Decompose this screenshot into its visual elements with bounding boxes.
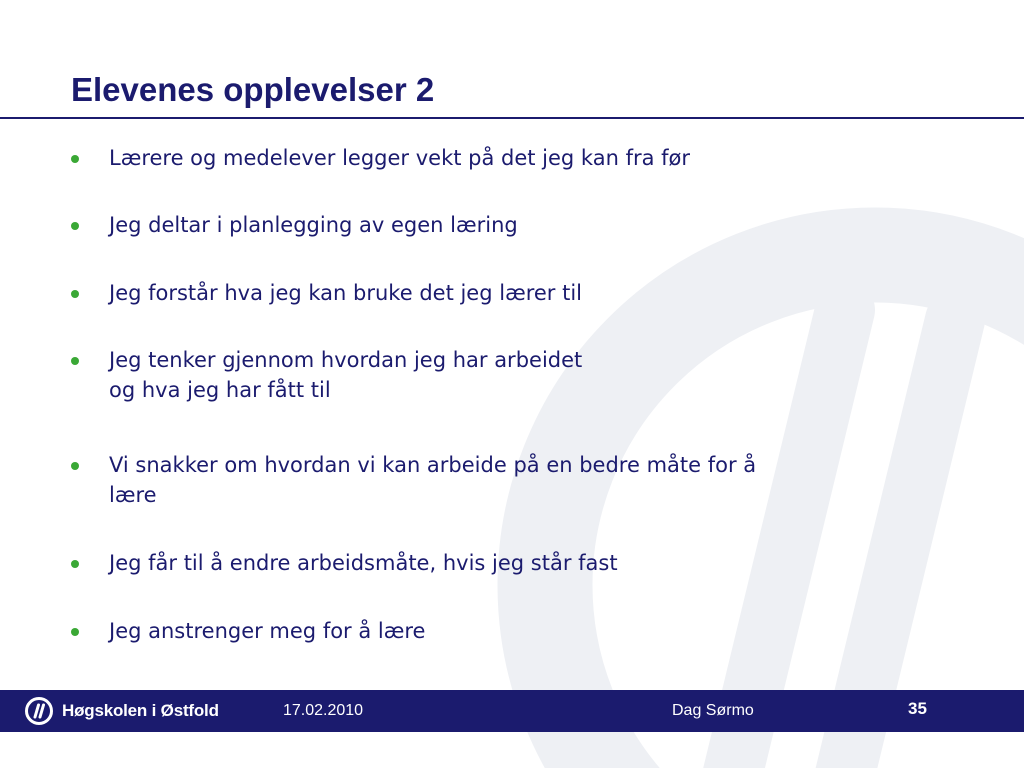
list-item bbox=[71, 548, 931, 578]
slide-title: Elevenes opplevelser 2 bbox=[71, 71, 435, 108]
list-item bbox=[71, 210, 931, 240]
hiof-logo-icon bbox=[24, 696, 54, 726]
bullet-icon bbox=[71, 357, 79, 365]
footer-author: Dag Sørmo bbox=[672, 702, 754, 719]
bullet-text: Lærere og medelever legger vekt på det jeg kan fra før bbox=[109, 146, 691, 170]
bullet-text: Jeg forstår hva jeg kan bruke det jeg lærer til bbox=[109, 281, 582, 305]
bullet-icon bbox=[71, 155, 79, 163]
bullet-icon bbox=[71, 222, 79, 230]
list-item bbox=[71, 278, 931, 308]
footer-bar bbox=[0, 690, 1024, 732]
bullet-icon bbox=[71, 462, 79, 470]
institution-logo bbox=[24, 696, 219, 726]
list-item bbox=[71, 616, 931, 646]
bullet-icon bbox=[71, 560, 79, 568]
bullet-text: Vi snakker om hvordan vi kan arbeide på en bedre måte for å lære bbox=[109, 453, 757, 507]
footer-date: 17.02.2010 bbox=[283, 702, 364, 719]
bullet-text: Jeg deltar i planlegging av egen læring bbox=[109, 213, 518, 237]
bullet-icon bbox=[71, 290, 79, 298]
list-item bbox=[71, 450, 931, 510]
bullet-text: Jeg tenker gjennom hvordan jeg har arbeidet og hva jeg har fått til bbox=[109, 348, 583, 402]
list-item bbox=[71, 345, 931, 405]
bullet-text: Jeg får til å endre arbeidsmåte, hvis jeg står fast bbox=[109, 551, 618, 575]
bullet-icon bbox=[71, 628, 79, 636]
bullet-text: Jeg anstrenger meg for å lære bbox=[109, 619, 426, 643]
page-number: 35 bbox=[908, 699, 927, 718]
title-divider bbox=[0, 117, 1024, 119]
list-item bbox=[71, 143, 931, 173]
logo-text: Høgskolen i Østfold bbox=[62, 701, 219, 720]
